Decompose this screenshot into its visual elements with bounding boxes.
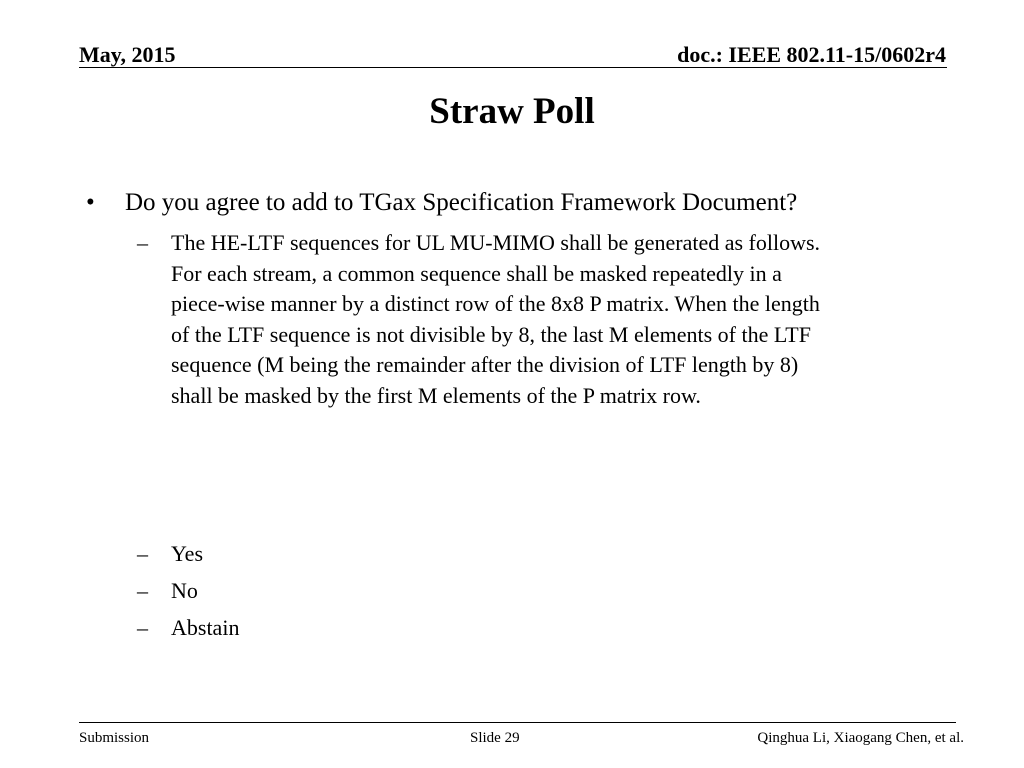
- footer-divider: [79, 722, 956, 723]
- proposal-line: For each stream, a common sequence shall be masked repeatedly in a: [171, 260, 782, 286]
- proposal-text: [171, 228, 951, 412]
- proposal-line: piece-wise manner by a distinct row of the 8x8 P matrix. When the length: [171, 291, 820, 317]
- footer-slide-number: Slide 29: [470, 730, 520, 746]
- bullet-icon: •: [86, 189, 95, 216]
- proposal-line: sequence (M being the remainder after the division of LTF length by 8): [171, 352, 799, 378]
- footer-submission: Submission: [79, 730, 150, 746]
- header-doc-id: doc.: IEEE 802.11-15/0602r4: [677, 42, 946, 67]
- footer-authors: Qinghua Li, Xiaogang Chen, et al.: [757, 730, 964, 746]
- header-date: May, 2015: [79, 42, 176, 67]
- option-label: Yes: [171, 541, 204, 566]
- proposal-line: The HE-LTF sequences for UL MU-MIMO shall be generated as follows.: [171, 230, 821, 255]
- dash-icon: –: [137, 541, 148, 566]
- dash-icon: –: [137, 230, 148, 255]
- dash-icon: –: [137, 615, 148, 640]
- option-label: No: [171, 578, 198, 603]
- proposal-line: of the LTF sequence is not divisible by 8, the last M elements of the LTF: [171, 321, 811, 347]
- question-text: Do you agree to add to TGax Specification Framework Document?: [125, 189, 798, 216]
- header-divider: [79, 67, 947, 68]
- slide-title: Straw Poll: [429, 91, 595, 132]
- dash-icon: –: [137, 578, 148, 603]
- proposal-line: shall be masked by the first M elements of the P matrix row.: [171, 382, 701, 408]
- option-label: Abstain: [171, 615, 240, 640]
